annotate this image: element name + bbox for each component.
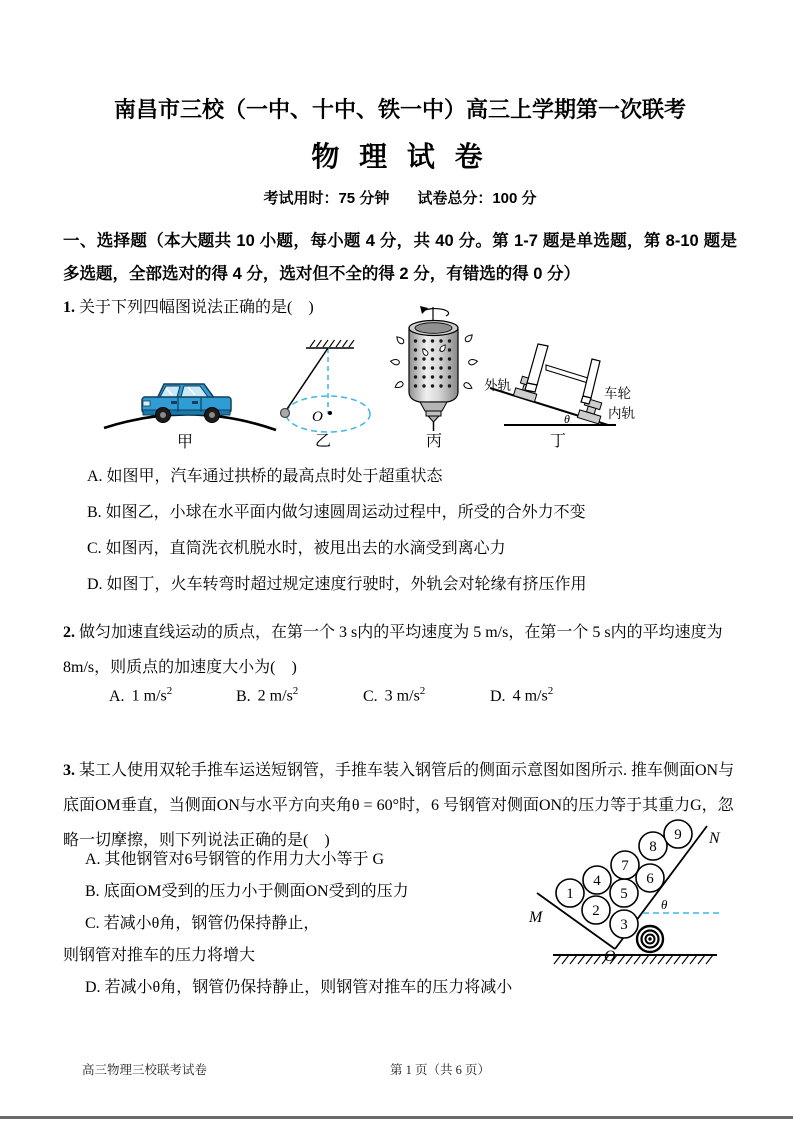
svg-text:5: 5 (620, 885, 628, 902)
svg-text:1: 1 (566, 885, 574, 902)
drum-spout (428, 416, 439, 422)
q3-option-a: A. 其他钢管对6号钢管的作用力大小等于 G (85, 850, 385, 868)
center-label-O: O (312, 408, 323, 425)
wheel-label: 车轮 (604, 385, 631, 401)
exam-info (63, 187, 737, 208)
question-2-text: 做匀加速直线运动的质点，在第一个 3 s内的平均速度为 5 m/s，在第一个 5 s内的平均速度为 8m/s，则质点的加速度大小为( ) (63, 623, 723, 676)
page-title: 南昌市三校（一中、十中、铁一中）高三上学期第一次联考 (113, 97, 686, 122)
question-3-text: 某工人使用双轮手推车运送短钢管，手推车装入钢管后的侧面示意图如图所示. 推车侧面ON与底面OM垂直，当侧面ON与水平方向夹角θ = 60°时，6 号钢管对侧面ON的压力等于其重力G，忽略一切摩擦，则下列说法正确的是( ) (63, 761, 735, 849)
theta-label: θ (564, 411, 570, 426)
figure-pipes-cart (525, 815, 745, 990)
drum-base (420, 402, 447, 411)
section-1-header: 一、选择题（本大题共 10 小题，每小题 4 分，共 40 分。第 1-7 题是单选题，第 8-10 题是多选题，全部选对的得 4 分，选对但不全的得 2 分，有错选的得 0 分） (63, 231, 737, 283)
label-theta: θ (661, 896, 668, 912)
exam-subtitle: 物 理 试 卷 (311, 140, 489, 172)
svg-text:7: 7 (621, 857, 629, 874)
q1-option-c: C. 如图丙，直筒洗衣机脱水时，被甩出去的水滴受到离心力 (87, 539, 506, 557)
bridge-arc (104, 414, 276, 430)
pendulum-string (285, 348, 328, 412)
q2-option-c: C. 3 $m/s^2$ (363, 685, 426, 705)
figure-car-on-bridge (100, 362, 280, 452)
figure-label-ding: 丁 (550, 432, 567, 450)
q3-option-d: D. 若减小θ角，钢管仍保持静止，则钢管对推车的压力将减小 (85, 978, 513, 996)
question-1-text: 关于下列四幅图说法正确的是( ) (79, 298, 314, 316)
footer-document-name: 高三物理三校联考试卷 (82, 1063, 208, 1077)
car-icon (142, 384, 231, 423)
left-wheel (525, 344, 548, 392)
figure-banked-rail (480, 332, 665, 452)
q1-option-d: D. 如图丁，火车转弯时超过规定速度行驶时，外轨会对轮缘有挤压作用 (87, 575, 587, 593)
figure-label-yi: 乙 (315, 432, 332, 450)
question-1-figures (63, 307, 737, 453)
q3-option-c-continued: 则钢管对推车的压力将增大 (63, 946, 256, 964)
svg-text:6: 6 (646, 870, 654, 887)
rotation-arrow-icon (424, 308, 449, 315)
viewport-bottom-edge (0, 1116, 793, 1119)
pendulum-ball (281, 408, 290, 417)
label-M: M (529, 908, 543, 926)
question-1-options (87, 459, 737, 603)
question-1-number: 1. (63, 298, 75, 316)
svg-text:3: 3 (620, 916, 628, 933)
question-2-number: 2. (63, 623, 75, 641)
question-2 (63, 615, 737, 711)
ceiling-hatch (310, 340, 354, 347)
svg-text:2: 2 (592, 902, 600, 919)
q2-option-a: A. 1 $m/s^2$ (109, 685, 173, 705)
q2-option-d: D. 4 $m/s^2$ (490, 685, 554, 705)
q1-option-a: A. 如图甲，汽车通过拱桥的最高点时处于超重状态 (87, 467, 443, 485)
figure-conical-pendulum (270, 332, 400, 452)
svg-text:8: 8 (649, 838, 657, 855)
cart-wheel-icon (637, 926, 663, 952)
q3-option-b: B. 底面OM受到的压力小于侧面ON受到的压力 (85, 882, 409, 900)
label-N: N (709, 829, 720, 847)
question-3-number: 3. (63, 761, 75, 779)
q3-option-c: C. 若减小θ角，钢管仍保持静止， (85, 914, 320, 932)
exam-duration: 考试用时：75 分钟 (263, 189, 390, 207)
label-O: O (604, 947, 616, 965)
drum-opening (415, 322, 452, 333)
axle (546, 365, 588, 383)
footer-page-number: 第 1 页（共 6 页） (390, 1063, 491, 1077)
outer-rail-label: 外轨 (484, 377, 511, 393)
question-3 (63, 753, 737, 1004)
svg-text:9: 9 (674, 826, 682, 843)
exam-total-score: 试卷总分：100 分 (417, 189, 537, 207)
ground-hatch (554, 955, 713, 964)
figure-label-jia: 甲 (177, 433, 194, 451)
drum-body (409, 328, 458, 402)
question-2-options (109, 681, 737, 711)
inner-rail-label: 内轨 (608, 405, 635, 421)
center-dot (328, 411, 332, 415)
question-2-stem (63, 615, 737, 685)
figure-label-bing: 丙 (426, 432, 443, 450)
svg-text:4: 4 (593, 872, 601, 889)
page-content (63, 0, 737, 1004)
q1-option-b: B. 如图乙，小球在水平面内做匀速圆周运动过程中，所受的合外力不变 (87, 503, 586, 521)
drum-foot (426, 411, 441, 416)
q2-option-b: B. 2 $m/s^2$ (236, 685, 299, 705)
